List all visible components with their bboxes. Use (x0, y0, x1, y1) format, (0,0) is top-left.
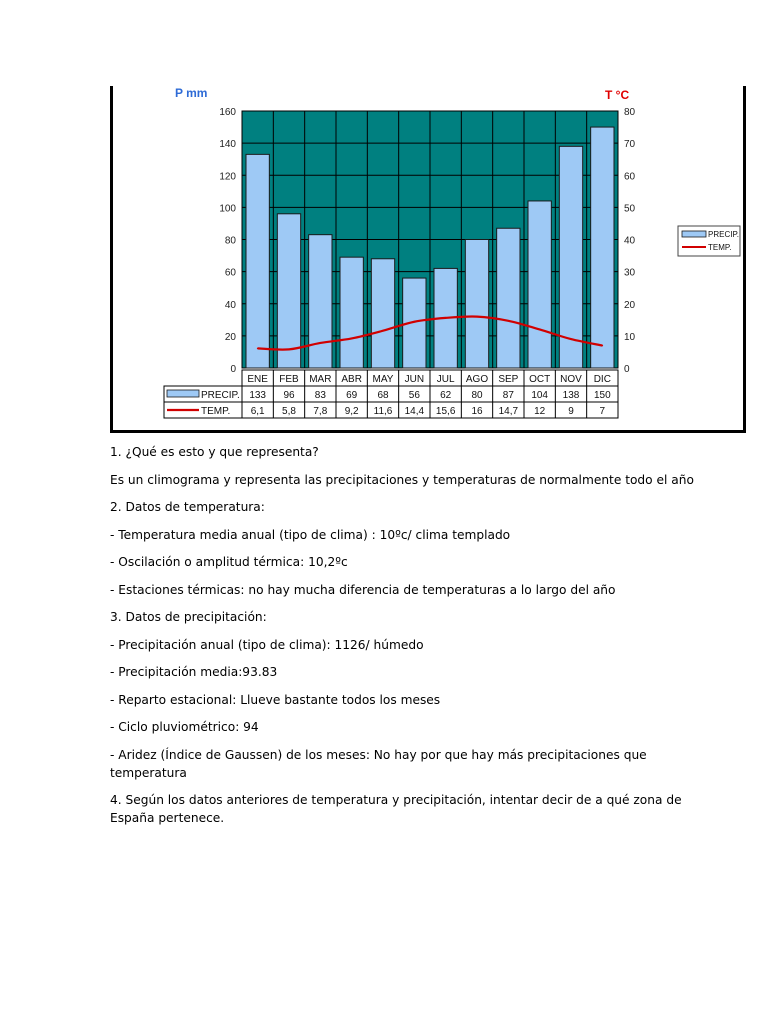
y-tick-left: 40 (224, 299, 236, 311)
table-precip-swatch (167, 390, 199, 397)
temp-value: 15,6 (435, 406, 456, 417)
x-tick-label: JUL (436, 374, 455, 385)
y-tick-left: 160 (219, 107, 236, 118)
y-tick-right: 0 (624, 364, 630, 375)
x-tick-label: MAR (309, 374, 332, 385)
bar-sep (497, 228, 520, 368)
temp-point-jun (414, 321, 416, 323)
answer-1: Es un climograma y representa las precipitaciones y temperaturas de normalmente todo el año (110, 472, 694, 487)
precip-value: 87 (502, 390, 514, 401)
thermal-seasons-line: - Estaciones térmicas: no hay mucha diferencia de temperaturas a lo largo del año (110, 582, 616, 597)
x-tick-label: SEP (498, 374, 519, 385)
precip-value: 68 (377, 390, 389, 401)
y-tick-right: 70 (624, 139, 636, 151)
temp-value: 12 (534, 406, 546, 417)
temp-point-nov (570, 338, 572, 340)
precip-value: 56 (408, 390, 420, 401)
aridity-line: - Aridez (Índice de Gaussen) de los meses: No hay por que hay más precipitaciones que temperatura (110, 747, 647, 780)
temp-value: 9,2 (344, 406, 359, 417)
precip-value: 133 (249, 390, 267, 401)
temp-value: 11,6 (373, 406, 393, 417)
precip-value: 138 (562, 390, 580, 401)
bar-abr (340, 257, 363, 368)
temp-value: 14,7 (498, 406, 519, 417)
temp-range-line: - Oscilación o amplitud térmica: 10,2ºc (110, 555, 348, 569)
precip-mean-line: - Precipitación media:93.83 (110, 665, 278, 679)
temp-value: 7,8 (313, 406, 328, 417)
table-temp-label: TEMP. (201, 406, 231, 417)
temp-value: 14,4 (404, 406, 425, 417)
precip-value: 83 (314, 390, 326, 401)
x-tick-label: DIC (593, 374, 611, 385)
bar-ago (465, 240, 488, 369)
x-tick-label: OCT (529, 374, 551, 385)
y-tick-left: 140 (219, 139, 236, 151)
temp-point-ene (257, 348, 259, 350)
climograph-chart (113, 86, 743, 430)
x-tick-label: MAY (372, 374, 394, 385)
y-tick-right: 80 (624, 107, 636, 118)
bar-may (371, 259, 394, 368)
temp-point-oct (539, 329, 541, 331)
temp-mean-line: - Temperatura media anual (tipo de clima) : 10ºc/ clima templado (110, 527, 511, 542)
table-precip-label: PRECIP. (201, 390, 240, 401)
bar-oct (528, 201, 551, 368)
temp-point-ago (476, 316, 478, 318)
y-tick-right: 40 (624, 235, 636, 247)
temp-value: 6,1 (250, 406, 265, 417)
temp-point-may (382, 330, 384, 332)
y-tick-right: 60 (624, 171, 636, 183)
temp-value: 5,8 (282, 406, 296, 417)
temp-point-abr (351, 338, 353, 340)
precip-annual-line: - Precipitación anual (tipo de clima): 1126/ húmedo (110, 637, 424, 652)
climograph-figure (110, 86, 746, 433)
precip-value: 80 (471, 390, 483, 401)
y-tick-left: 120 (219, 171, 236, 183)
question-4: 4. Según los datos anteriores de temperatura y precipitación, intentar decir de a qué zona de España pertenece. (110, 793, 682, 825)
legend-temp-label: TEMP. (708, 243, 732, 252)
temp-point-mar (320, 342, 322, 344)
y-axis-title-left: P mm (175, 86, 208, 100)
temp-value: 16 (471, 406, 483, 417)
temp-point-feb (288, 349, 290, 351)
y-tick-left: 100 (219, 203, 236, 215)
precip-value: 104 (531, 390, 549, 401)
precip-value: 62 (440, 390, 452, 401)
x-tick-label: JUN (404, 374, 425, 385)
x-tick-label: NOV (560, 374, 582, 385)
y-tick-right: 50 (624, 203, 636, 215)
temp-point-sep (508, 320, 510, 322)
pluviometric-cycle-line: - Ciclo pluviométrico: 94 (110, 720, 259, 734)
question-3: 3. Datos de precipitación: (110, 610, 267, 624)
bar-nov (559, 146, 582, 368)
precip-value: 96 (283, 390, 295, 401)
document-body (110, 443, 710, 837)
y-tick-left: 20 (224, 331, 236, 343)
temp-value: 9 (568, 406, 574, 417)
legend-precip-swatch (682, 231, 706, 237)
legend-precip-label: PRECIP. (708, 230, 739, 239)
bar-mar (309, 235, 332, 368)
temp-value: 7 (599, 406, 606, 417)
x-tick-label: ABR (341, 374, 362, 385)
y-tick-left: 60 (224, 267, 236, 279)
precip-value: 69 (346, 390, 358, 401)
y-axis-title-right: T °C (605, 88, 630, 102)
bar-feb (277, 214, 300, 368)
y-tick-right: 30 (624, 267, 636, 279)
y-tick-left: 0 (230, 364, 236, 375)
x-tick-label: FEB (279, 374, 299, 385)
x-tick-label: AGO (465, 374, 489, 385)
y-tick-right: 10 (624, 331, 636, 343)
y-tick-right: 20 (624, 299, 636, 311)
temp-point-jul (445, 317, 447, 319)
question-2: 2. Datos de temperatura: (110, 500, 265, 514)
y-tick-left: 80 (224, 235, 236, 247)
precip-value: 150 (593, 390, 611, 401)
bar-ene (246, 154, 269, 368)
x-tick-label: ENE (247, 374, 268, 385)
seasonal-distribution-line: - Reparto estacional: Llueve bastante todos los meses (110, 692, 441, 707)
question-1: 1. ¿Qué es esto y que representa? (110, 445, 319, 459)
temp-point-dic (602, 345, 604, 347)
bar-dic (591, 127, 614, 368)
